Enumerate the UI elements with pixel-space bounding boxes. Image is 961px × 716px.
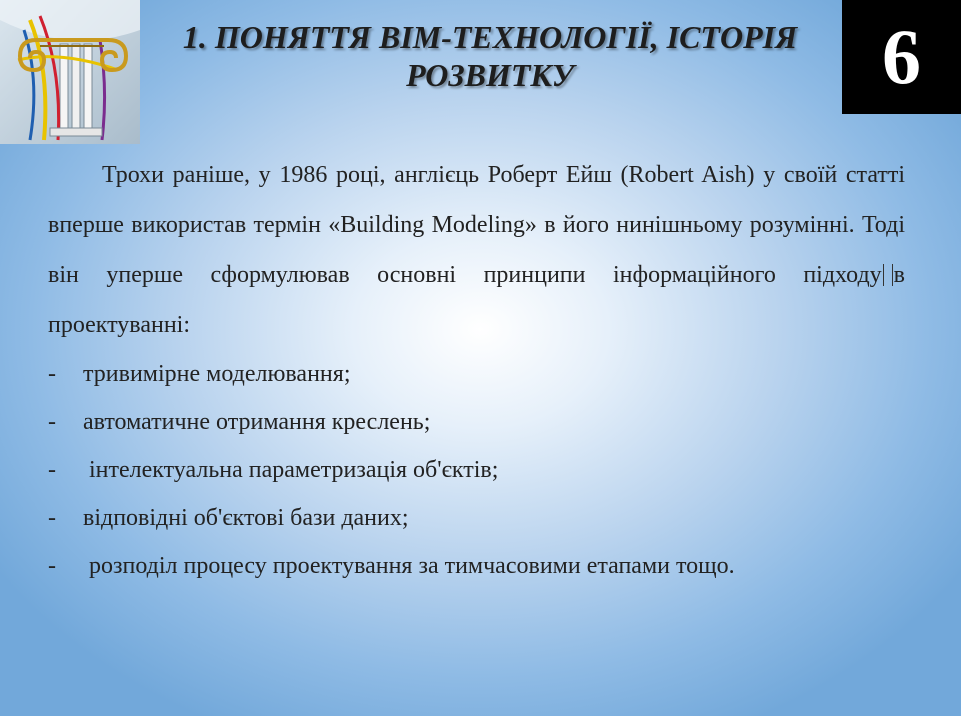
slide-title	[150, 18, 830, 94]
list-item	[48, 542, 905, 590]
architecture-column-logo-icon	[0, 0, 140, 144]
list-item	[48, 350, 905, 398]
list-item	[48, 446, 905, 494]
slide-title-line-1: 1. ПОНЯТТЯ BIM-ТЕХНОЛОГІЇ, ІСТОРІЯ	[182, 19, 798, 55]
slide-number: 6	[882, 13, 921, 100]
list-item	[48, 494, 905, 542]
list-item-text: автоматичне отримання креслень;	[83, 409, 431, 435]
text-cursor-icon	[883, 264, 893, 286]
bim-principles-list	[48, 350, 905, 590]
list-item	[48, 398, 905, 446]
intro-paragraph-text-end: в проектуванні:	[48, 262, 905, 338]
slide-title-line-2: РОЗВИТКУ	[406, 57, 574, 93]
bullet-dash: -	[48, 505, 56, 531]
slide-content	[48, 150, 905, 590]
bullet-dash: -	[48, 361, 56, 387]
list-item-text: розподіл процесу проектування за тимчасовими етапами тощо.	[89, 553, 735, 579]
bullet-dash: -	[48, 457, 56, 483]
list-item-text: тривимірне моделювання;	[83, 361, 351, 387]
slide-number-badge	[842, 0, 961, 114]
intro-paragraph	[48, 150, 905, 350]
bullet-dash: -	[48, 553, 56, 579]
list-item-text: інтелектуальна параметризація об'єктів;	[89, 457, 499, 483]
bullet-dash: -	[48, 409, 56, 435]
intro-paragraph-text: Трохи раніше, у 1986 році, англієць Роберт Ейш (Robert Aish) у своїй статті вперше використав термін «Building Modeling» в його нинішньому розумінні. Тоді він уперше сформулював основні принципи інформаційного підходу	[48, 162, 905, 288]
list-item-text: відповідні об'єктові бази даних;	[83, 505, 409, 531]
